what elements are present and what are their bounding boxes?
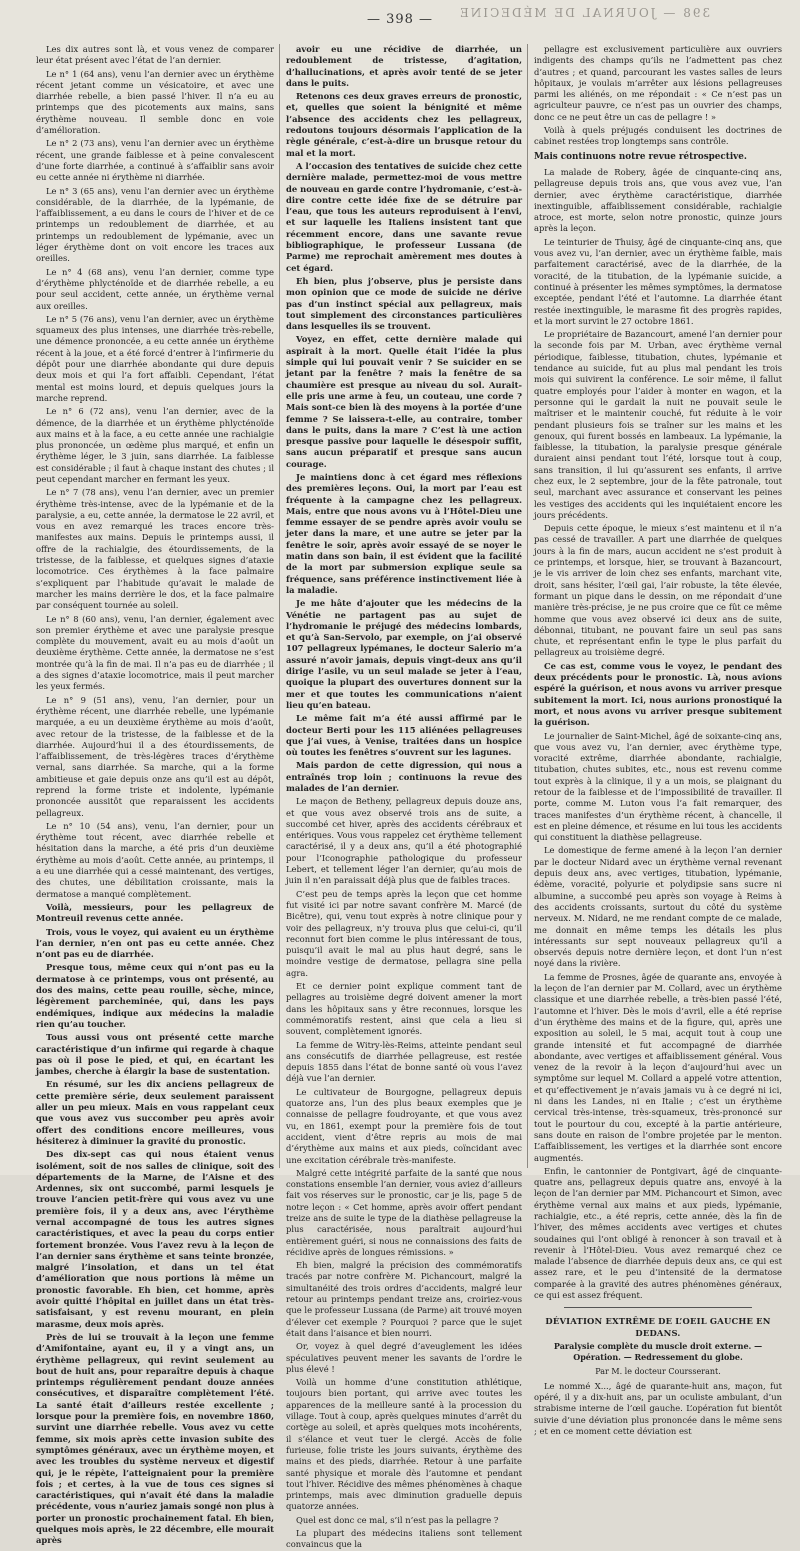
paragraph: Le cultivateur de Bourgogne, pellagreux depuis quatorze ans, l’un des plus beaux exemples que je connaisse de pellagre foudroyante, et que vous avez vu, en 1861, exempt pour la première fois de tout accident, vient d’être repris au mois de mai d’érythème aux mains et aux pieds, coïncidant avec une excitation cérébrale très-manifeste. [286,1086,522,1165]
paragraph: Le même fait m’a été aussi affirmé par le docteur Berti pour les 115 aliénées pellagreuses que j’ai vues, à Venise, traitées dans un hospice où toutes les fenêtres s’ouvrent sur les lagunes. [286,713,522,758]
paragraph: Retenons ces deux graves erreurs de pronostic, et, quelles que soient la bénignité et même l’absence des accidents chez les pellagreux, redoutons toujours désormais l’application de la règle générale, c’est-à-dire un brusque retour du mal et la mort. [286,91,522,158]
column-3 [534,44,782,1437]
paragraph: Le n° 1 (64 ans), venu l’an dernier avec un érythème récent jetant comme un vésicatoire, et avec une diarrhée rebelle, a bien passé l’hiver. Il n’a eu au printemps que des picotements aux mains, sans érythème nouveau. Il semble donc en voie d’amélioration. [36,68,274,136]
paragraph: Le n° 9 (51 ans), venu, l’an dernier, pour un érythème récent, une diarrhée rebelle, une lypémanie marquée, a eu un deuxième érythème au mois d’août, avec retour de la tristesse, de la faiblesse et de la diarrhée. Aujourd’hui il a des étourdissements, de l’affaiblissement, de très-légères traces d’érythème vernal, sans diarrhée. Sa marche, qui a la forme ambitieuse et gaie depuis onze ans qu’il est au dépôt, reprend la forme triste et indolente, lypémanie prononcée aussitôt que reparaissent les accidents pellagreux. [36,694,274,818]
page-number: — 398 — [366,12,434,27]
paragraph: Le n° 4 (68 ans), venu l’an dernier, comme type d’érythème phlycténoïde et de diarrhée rebelle, a eu pour seul accident, cette année, un érythème vernal aux oreilles. [36,266,274,311]
paragraph: A l’occasion des tentatives de suicide chez cette dernière malade, permettez-moi de vous mettre de nouveau en garde contre l’hydromanie, c’est-à-dire contre cette idée fixe de se détruire par l’eau, que tous les auteurs reproduisent à l’envi, et sur laquelle les Italiens insistent tant que récemment encore, dans une savante revue bibliographique, le professeur Lussana (de Parme) me reprochait amèrement mes doutes à cet égard. [286,160,522,273]
paragraph: Voilà, messieurs, pour les pellagreux de Montreuil revenus cette année. [36,901,274,924]
paragraph: C’est peu de temps après la leçon que cet homme fut visité ici par notre savant confrère M. Marcé (de Bicêtre), qui, venu tout exprès à notre clinique pour y voir des pellagreux, n’y trouva plus que celui-ci, qu’il reconnut fort bien comme le plus intéressant de tous, puisqu’il avait le mal au plus haut degré, sans le moindre vestige de dermatose, pellagra sine pella agra. [286,888,522,978]
paragraph: avoir eu une récidive de diarrhée, un redoublement de tristesse, d’agitation, d’hallucinations, et après avoir tenté de se jeter dans le puits. [286,44,522,88]
paragraph: Je maintiens donc à cet égard mes réflexions des premières leçons. Oui, la mort par l’eau est fréquente à la campagne chez les pellagreux. Mais, entre que nous avons vu à l’Hôtel-Dieu une femme essayer de se pendre après avoir voulu se jeter dans la mare, et une autre se jeter par la fenêtre le soir, après avoir essayé de se noyer le matin dans son bain, il est évident que la facilité de la mort par submersion explique seule sa fréquence, sans préférence instinctivement liée à la maladie. [286,471,522,595]
paragraph: La femme de Prosnes, âgée de quarante ans, envoyée à la leçon de l’an dernier par M. Collard, avec un érythème classique et une diarrhée rebelle, a très-bien passé l’été, l’automne et l’hiver. Dès le mois d’avril, elle a été reprise d’un érythème des mains et de la figure, qui, après une exposition au soleil, le 5 mai, acquit tout à coup une grande intensité et fut accompagné de diarrhée abondante, avec vertiges et affaiblissement général. Vous venez de la revoir à la leçon d’aujourd’hui avec un symptôme sur lequel M. Collard a appelé votre attention, et qu’effectivement je n’avais jamais vu à ce degré ni ici, ni dans les Landes, ni en Italie ; c’est un érythème cervical très-intense, très-squameux, très-prononcé sur tout le pourtour du cou, excepté à la partie antérieure, sans doute en raison de l’ombre projetée par le menton. L’affaiblissement, les vertiges et la diarrhée sont encore augmentés. [534,971,782,1163]
paragraph: Enfin, le cantonnier de Pontgivart, âgé de cinquante-quatre ans, pellagreux depuis quatre ans, envoyé à la leçon de l’an dernier par MM. Pichancourt et Simon, avec érythème vernal aux mains et aux pieds, lypémanie, rachialgie, etc., a été repris, cette année, dès la fin de l’hiver, des mêmes accidents avec vertiges et chutes soudaines qui l’ont obligé à renoncer à son travail et à revenir à l’Hôtel-Dieu. Vous avez remarqué chez ce malade l’absence de diarrhée depuis deux ans, ce qui est assez rare, et le peu d’intensité de la dermatose comparée à la gravité des autres phénomènes généraux, ce qui est assez fréquent. [534,1165,782,1301]
paragraph: Presque tous, même ceux qui n’ont pas eu la dermatose à ce printemps, vous ont présenté, au dos des mains, cette peau rouille, sèche, mince, légèrement parcheminée, qui, dans les pays endémiques, indique aux médecins la maladie rien qu’au toucher. [36,962,274,1029]
section-heading: Mais continuons notre revue rétrospective. [534,151,747,162]
paragraph: Le n° 3 (65 ans), venu l’an dernier avec un érythème considérable, de la diarrhée, de la lypémanie, de l’affaiblissement, a eu dans le cours de l’hiver et de ce printemps un redoublement de diarrhée, et au printemps un redoublement de lypémanie, avec un léger érythème dont on voit encore les traces aux oreilles. [36,185,274,264]
column-2 [286,44,522,1550]
paragraph: Des dix-sept cas qui nous étaient venus isolément, soit de nos salles de clinique, soit des départements de la Marne, de l’Aisne et des Ardennes, six ont succombé, parmi lesquels je trouve l’ancien petit-frère qui vous avez vu une première fois, il y a deux ans, avec l’érythème vernal accompagné de tous les autres signes caractéristiques, et avec la peau du corps entier fortement bronzée. Vous l’avez revu à la leçon de l’an dernier sans érythème et sans teinte bronzée, malgré l’insolation, et dans un tel état d’amélioration que nous portions là même un pronostic favorable. Eh bien, cet homme, après avoir quitté l’hôpital en juillet dans un état très-satisfaisant, y est revenu mourant, en plein marasme, deux mois après. [36,1149,274,1329]
paragraph: La malade de Robery, âgée de cinquante-cinq ans, pellagreuse depuis trois ans, que vous avez vue, l’an dernier, avec érythème caractéristique, diarrhée inextinguible, affaiblissement considérable, rachialgie atroce, est morte, selon notre pronostic, quinze jours après la leçon. [534,166,782,234]
paragraph: Le nommé X..., âgé de quarante-huit ans, maçon, fut opéré, il y a dix-huit ans, par un oculiste ambulant, d’un strabisme interne de l’œil gauche. L’opération fut bientôt suivie d’une déviation plus prononcée dans le même sens ; et en ce moment cette déviation est [534,1380,782,1437]
paragraph: Eh bien, plus j’observe, plus je persiste dans mon opinion que ce mode de suicide ne dérive pas d’un instinct spécial aux pellagreux, mais tout simplement des circonstances particulières dans lesquelles ils se trouvent. [286,275,522,332]
paragraph: Le maçon de Betheny, pellagreux depuis douze ans, et que vous avez observé trois ans de suite, a succombé cet hiver, après des accidents cérébraux et entériques. Vous vous rappelez cet érythème tellement caractérisé, il y a deux ans, qu’il a été photographié pour l’Iconographie pathologique du professeur Lebert, et tellement léger l’an dernier, qu’au mois de juin il n’en paraissait déjà plus que de faibles traces. [286,796,522,886]
paragraph: Le n° 8 (60 ans), venu, l’an dernier, également avec son premier érythème et avec une paralysie presque complète du mouvement, avait eu au mois d’août un deuxième érythème. Cette année, la dermatose ne s’est montrée qu’à la fin de mai. Il n’a pas eu de diarrhée ; il a des signes d’ataxie locomotrice, mais il peut marcher les yeux fermés. [36,613,274,692]
article-columns [36,44,782,1550]
paragraph: Depuis cette époque, le mieux s’est maintenu et il n’a pas cessé de travailler. A part une diarrhée de quelques jours à la fin de mars, aucun accident ne s’est produit à ce printemps, et lorsque, hier, se trouvant à Bazancourt, je le vis arriver de loin chez ses enfants, marchant vite, droit, sans hésiter, l’œil gai, l’air robuste, la tête élevée, formant un pique dans le dessin, on me répondait d’une manière très-précise, je ne pus croire que ce fût ce même homme que vous avez observé ici deux ans de suite, débonnai, titubant, ne pouvant faire un seul pas sans chute, et représentant enfin le type le plus parfait du pellagreux au troisième degré. [534,523,782,658]
paragraph: Le domestique de ferme amené à la leçon l’an dernier par le docteur Nidard avec un érythème vernal revenant depuis deux ans, avec vertiges, titubation, lypémanie, édème, voracité, polyurie et polydipsie sans sucre ni albumine, a succombé peu après son voyage à Reims à des accidents croissants, surtout du côté du système nerveux. M. Nidard, ne me rendant compte de ce malade, me donnait en même temps les détails les plus intéressants sur sept nouveaux pellagreux qu’il a observés depuis notre dernière leçon, et dont l’un n’est noyé dans la rivière. [534,845,782,969]
paragraph: Le n° 7 (78 ans), venu l’an dernier, avec un premier érythème très-intense, avec de la lypémanie et de la paralysie, a eu, cette année, la dermatose le 22 avril, et vous en avez remarqué les traces encore très-manifestes aux mains. Depuis le printemps aussi, il offre de la rachialgie, des étourdissements, de la tristesse, de la faiblesse, et quelques signes d’ataxie locomotrice. Ces érythèmes à la face palmaire s’expliquent par l’habitude qu’avait le malade de marcher les mains derrière le dos, et la face palmaire par conséquent tournée au soleil. [36,487,274,611]
article-title: DÉVIATION EXTRÊME DE L’OEIL GAUCHE EN DEDANS. [545,1316,771,1338]
paragraph: Le n° 5 (76 ans), venu l’an dernier, avec un érythème squameux des plus intenses, une diarrhée très-rebelle, une démence prononcée, a eu cette année un érythème récent à la joue, et a été forcé d’entrer à l’infirmerie du dépôt pour une diarrhée abondante qui dure depuis deux mois et qui l’a fort affaibli. Cependant, l’état mental est moins lourd, et depuis quelques jours la marche reprend. [36,313,274,403]
paragraph: Voilà un homme d’une constitution athlétique, toujours bien portant, qui arrive avec toutes les apparences de la meilleure santé à la procession du village. Tout à coup, après quelques minutes d’arrêt du cortège au soleil, et après quelques mots incohérents, il s’élance et veut tuer le clergé. Accès de folie furieuse, folie triste les jours suivants, érythème des mains et des pieds, diarrhée. Retour à une parfaite santé physique et morale dès l’automne et pendant tout l’hiver. Récidive des mêmes phénomènes à chaque printemps, mais avec diminution graduelle depuis quatorze années. [286,1377,522,1512]
article-divider [564,1307,752,1308]
paragraph: Près de lui se trouvait à la leçon une femme d’Amifontaine, ayant eu, il y a vingt ans, un érythème pellagreux, qui revint seulement au bout de huit ans, pour reparaître depuis à chaque printemps régulièrement pendant douze années consécutives, et disparaître complètement l’été. La santé était d’ailleurs restée excellente ; lorsque pour la première fois, en novembre 1860, survint une diarrhée rebelle. Vous avez vu cette femme, six mois après cette invasion subite des symptômes généraux, avec un érythème moyen, et avec les troubles du système nerveux et digestif qui, je le répète, l’atteignaient pour la première fois ; et certes, à la vue de tous ces signes si caractéristiques, qui n’avait été dans la maladie précédente, vous n’auriez jamais songé non plus à porter un pronostic prochainement fatal. Eh bien, quelques mois après, le 22 décembre, elle mourait après [36,1331,274,1546]
paragraph: Le n° 10 (54 ans), venu, l’an dernier, pour un érythème tout récent, avec diarrhée rebelle et hésitation dans la marche, a été pris d’un deuxième érythème au mois d’août. Cette année, au printemps, il a eu une diarrhée qui a cessé maintenant, des vertiges, des chutes, une débilitation croissante, mais la dermatose a manqué complètement. [36,820,274,899]
paragraph: La plupart des médecins italiens sont tellement convaincus que la [286,1528,522,1550]
paragraph: En résumé, sur les dix anciens pellagreux de cette première série, deux seulement paraissent aller un peu mieux. Mais en vous rappelant ceux que vous avez vus succomber peu après avoir offert des conditions encore meilleures, vous hésiterez à diminuer la gravité du pronostic. [36,1079,274,1146]
paragraph: Mais pardon de cette digression, qui nous a entraînés trop loin ; continuons la revue des malades de l’an dernier. [286,760,522,793]
paragraph: Eh bien, malgré la précision des commémoratifs tracés par notre confrère M. Pichancourt, malgré la simultanéité des trois ordres d’accidents, malgré leur retour au printemps pendant treize ans, croiriez-vous que le professeur Lussana (de Parme) ait trouvé moyen d’élever cet exemple ? Pourquoi ? parce que le sujet était dans l’aisance et bien nourri. [286,1260,522,1338]
paragraph: Le n° 2 (73 ans), venu l’an dernier avec un érythème récent, une grande faiblesse et à peine convalescent d’une forte diarrhée, a continué à s’affaiblir sans avoir eu cette année ni érythème ni diarrhée. [36,138,274,183]
paragraph: Voilà à quels préjugés conduisent les doctrines de cabinet restées trop longtemps sans contrôle. [534,125,782,147]
column-rule [527,44,528,1168]
paragraph: Les dix autres sont là, et vous venez de comparer leur état présent avec l’état de l’an dernier. [36,44,274,66]
paragraph: Le teinturier de Thuisy, âgé de cinquante-cinq ans, que vous avez vu, l’an dernier, avec un érythème faible, mais parfaitement caractérisé, avec de la diarrhée, de la voracité, de la titubation, de la lypémanie suicide, a continué à présenter les mêmes symptômes, la dermatose exceptée, pendant l’été et l’automne. La diarrhée étant restée inextinguible, le marasme fit des progrès rapides, et la mort survint le 27 octobre 1861. [534,236,782,326]
article-subtitle: Paralysie complète du muscle droit externe. — Opération. — Redressement du globe. [553,1340,763,1363]
paragraph: Le journalier de Saint-Michel, âgé de soixante-cinq ans, que vous avez vu, l’an dernier, avec érythème type, voracité extrême, diarrhée abondante, rachialgie, titubation, chutes subites, etc., nous est revenu comme tout exprès à la clinique, il y a un mois, se plaignant du retour de la faiblesse et de l’impossibilité de travailler. Il porte, comme M. Luton vous l’a fait remarquer, des traces manifestes d’un érythème récent, à chancelle, il est en pleine démence, et résume en lui tous les accidents qui constituent la diathèse pellagreuse. [534,730,782,843]
paragraph: Malgré cette intégrité parfaite de la santé que nous constations ensemble l’an dernier, vous aviez d’ailleurs fait vos réserves sur le pronostic, car je lis, page 5 de notre leçon : « Cet homme, après avoir offert pendant treize ans de suite le type de la diathèse pellagreuse la plus caractérisée, nous paraîtrait aujourd’hui entièrement guéri, si nous ne connaissions des faits de récidive après de longues rémissions. » [286,1167,522,1257]
paragraph: La femme de Witry-lès-Reims, atteinte pendant seul ans consécutifs de diarrhée pellagreuse, est restée depuis 1855 dans l’état de bonne santé où vous l’avez déjà vue l’an dernier. [286,1039,522,1084]
column-rule [279,44,280,1168]
column-1 [36,44,274,1546]
paragraph: Et ce dernier point explique comment tant de pellagres au troisième degré doivent amener la mort dans les hôpitaux sans y être reconnues, lorsque les commémoratifs restent, ainsi que cela a lieu si souvent, complètement ignorés. [286,981,522,1037]
paragraph: Le propriétaire de Bazancourt, amené l’an dernier pour la seconde fois par M. Urban, avec érythème vernal périodique, faiblesse, titubation, chutes, lypémanie et tendance au suicide, fut au plus mal pendant les trois mois qui suivirent la conférence. Le soir même, il fallut quatre employés pour l’aider à monter en wagon, et la personne qui le gardait la nuit ne pouvait seule le maîtriser et le maintenir couché, fut réduite à le voir pendant plusieurs fois se traîner sur les mains et les genoux, qui furent bossés en lambeaux. La lypémanie, la faiblesse, la titubation, la paralysie presque générale duraient ainsi pendant tout l’été, lorsque tout à coup, sans transition, il lui qu’assurent ses enfants, il arrive chez eux, le 2 septembre, jour de la fête patronale, tout seul, marchant avec assurance et conservant les peines les vestiges des accidents qui les inquiétaient encore les jours précédents. [534,329,782,520]
paragraph: pellagre est exclusivement particulière aux ouvriers indigents des champs qu’ils ne l’admettent pas chez d’autres ; et quand, parcourant les vastes salles de leurs hôpitaux, je voulais m’arrêter aux lésions pellagreuses parmi les aliénés, on me répondait : « Ce n’est pas un agriculteur pauvre, ce n’est pas un ouvrier des champs, donc ce ne peut être un cas de pellagre ! » [534,44,782,122]
paragraph: Voyez, en effet, cette dernière malade qui aspirait à la mort. Quelle était l’idée la plus simple qui lui pouvait venir ? Se suicider en se jetant par la fenêtre ? mais la fenêtre de sa chaumière est presque au niveau du sol. Aurait-elle pris une arme à feu, un couteau, une corde ? Mais sont-ce bien là des moyens à la portée d’une femme ? Se laissera-t-elle, au contraire, tomber dans le puits, dans la mare ? C’est là une action presque passive pour laquelle le désespoir suffit, sans aucun préparatif et presque sans aucun courage. [286,334,522,469]
bleed-through-text: 398 — JOURNAL DE MÉDECINE [457,6,710,20]
paragraph: Ce cas est, comme vous le voyez, le pendant des deux précédents pour le pronostic. Là, nous avions espéré la guérison, et nous avons vu arriver presque subitement la mort. Ici, nous aurions pronostiqué la mort, et nous avons vu arriver presque subitement la guérison. [534,660,782,728]
paragraph: Tous aussi vous ont présenté cette marche caractéristique d’un infirme qui regarde à chaque pas où il pose le pied, et qui, en écartant les jambes, cherche à élargir la base de sustentation. [36,1032,274,1077]
paragraph: Je me hâte d’ajouter que les médecins de la Vénétie ne partagent pas au sujet de l’hydromanie le préjugé des médecins lombards, et qu’à San-Servolo, par exemple, on j’ai observé 107 pellagreux lypémanes, le docteur Salerio m’a assuré n’avoir jamais, depuis vingt-deux ans qu’il dirige l’asile, vu un seul malade se jeter à l’eau, quoique la plupart des ouvertures donnent sur la mer et que toutes les communications n’aient lieu qu’en bateau. [286,598,522,710]
paragraph: Le n° 6 (72 ans), venu l’an dernier, avec de la démence, de la diarrhée et un érythème phlycténoïde aux mains et à la face, a eu cette année une rachialgie plus prononcée, un œdème plus marqué, et enfin un érythème léger, le 3 juin, sans diarrhée. La faiblesse est considérable ; il faut à chaque instant des chutes ; il peut cependant marcher en fermant les yeux. [36,406,274,484]
paragraph: Quel est donc ce mal, s’il n’est pas la pellagre ? [296,1514,499,1525]
article-author: Par M. le docteur Coursserant. [595,1366,721,1376]
paragraph: Or, voyez à quel degré d’aveuglement les idées spéculatives peuvent mener les savants de l’ordre le plus élevé ! [286,1341,522,1374]
paragraph: Trois, vous le voyez, qui avaient eu un érythème l’an dernier, n’en ont pas eu cette année. Chez n’ont pas eu de diarrhée. [36,926,274,960]
